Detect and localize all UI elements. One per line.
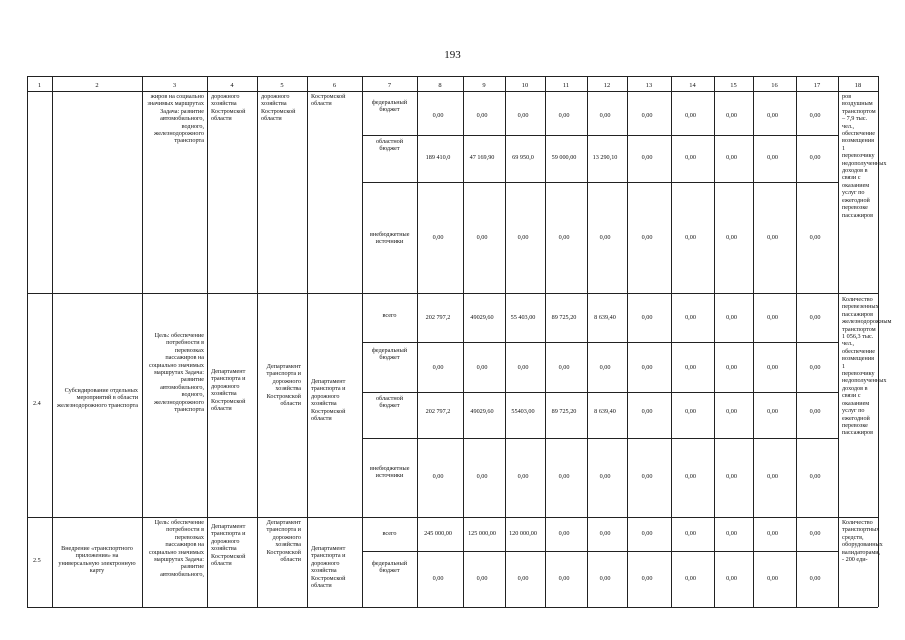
budget-value: 0,00 (432, 473, 444, 480)
budget-value: 0,00 (726, 575, 737, 582)
budget-value: 0,00 (432, 234, 444, 241)
coexecutor-text: дорожного хозяйства Костромской области (261, 93, 296, 123)
column-border (257, 76, 258, 607)
column-number: 1 (37, 82, 42, 89)
budget-value: 0,00 (599, 234, 611, 241)
column-border (307, 76, 308, 607)
row-border (27, 76, 878, 77)
row-number: 2.5 (33, 557, 41, 564)
budget-value: 0,00 (767, 408, 778, 415)
budget-value: 8 639,40 (594, 314, 616, 321)
budget-value: 8 639,40 (594, 408, 616, 415)
funding-source: федеральный бюджет (371, 560, 408, 575)
budget-value: 0,00 (726, 408, 737, 415)
budget-value: 0,00 (767, 314, 778, 321)
budget-value: 89 725,20 (551, 314, 577, 321)
budget-value: 0,00 (641, 112, 653, 119)
participant-text: Костромской области (311, 93, 346, 108)
goal-text: жиров на социально значимых маршрутах Задача: развитие автомобильного, водного, железнодорожного транспорта (147, 93, 204, 145)
column-number: 8 (438, 82, 442, 89)
budget-value: 0,00 (599, 473, 611, 480)
budget-value: 0,00 (726, 530, 737, 537)
budget-value: 0,00 (809, 234, 821, 241)
budget-value: 0,00 (558, 575, 570, 582)
budget-value: 202 797,2 (425, 314, 451, 321)
budget-value: 0,00 (767, 530, 778, 537)
budget-value: 0,00 (685, 575, 696, 582)
column-number: 16 (771, 82, 778, 89)
budget-value: 189 410,0 (425, 154, 451, 161)
column-border (838, 76, 839, 607)
budget-value: 0,00 (685, 473, 696, 480)
budget-value: 0,00 (809, 314, 821, 321)
row-border (27, 91, 878, 92)
budget-value: 125 000,00 (468, 530, 496, 537)
budget-value: 0,00 (432, 112, 444, 119)
budget-value: 0,00 (641, 575, 653, 582)
budget-value: 0,00 (809, 473, 821, 480)
row-border (362, 551, 838, 552)
measure-name: Внедрение «транспортного приложения» на универсальную электронную карту (58, 545, 136, 575)
budget-value: 0,00 (517, 473, 529, 480)
funding-source: всего (382, 530, 397, 537)
budget-value: 13 290,10 (592, 154, 618, 161)
goal-text: Цель: обеспечение потребности в перевозках пассажиров на социально значимых маршрутах Задача: развитие автомобильного, (149, 519, 204, 578)
budget-value: 0,00 (726, 314, 737, 321)
column-number: 15 (730, 82, 737, 89)
funding-source: областной бюджет (375, 395, 404, 410)
budget-value: 0,00 (476, 575, 488, 582)
budget-value: 0,00 (476, 234, 488, 241)
funding-source: внебюджетные источники (370, 231, 410, 246)
executor-text: Департамент транспорта и дорожного хозяйства Костромской области (211, 523, 246, 568)
row-border (362, 135, 838, 136)
coexecutor-text: Департамент транспорта и дорожного хозяйства Костромской области (266, 519, 301, 564)
budget-value: 0,00 (558, 530, 570, 537)
budget-value: 0,00 (476, 364, 488, 371)
column-number: 4 (230, 82, 234, 89)
row-border (362, 182, 838, 183)
budget-value: 0,00 (767, 575, 778, 582)
funding-source: всего (382, 312, 397, 319)
budget-value: 0,00 (685, 234, 696, 241)
budget-value: 0,00 (641, 473, 653, 480)
budget-value: 0,00 (558, 112, 570, 119)
funding-source: внебюджетные источники (370, 465, 410, 480)
budget-value: 0,00 (726, 364, 737, 371)
column-number: 6 (332, 82, 337, 89)
budget-value: 0,00 (558, 234, 570, 241)
indicator-text: Количество перевезенных пассажиров железнодорожным транспортом 1 056,3 тыс. чел., обеспечение возмещения 1 перевозчику недополученных доходов в связи с оказанием услуг по ежегодной перевозке пассажиров (842, 296, 892, 437)
executor-text: дорожного хозяйства Костромской области (211, 93, 246, 123)
column-number: 13 (645, 82, 653, 89)
indicator-text: Количество транспортных средств, оборудованных валидаторами, - 200 еди- (842, 519, 883, 564)
budget-value: 0,00 (432, 575, 444, 582)
funding-source: областной бюджет (375, 138, 404, 153)
budget-value: 0,00 (685, 408, 696, 415)
budget-value: 0,00 (599, 112, 611, 119)
budget-value: 0,00 (767, 473, 778, 480)
executor-text: Департамент транспорта и дорожного хозяйства Костромской области (211, 368, 246, 413)
budget-value: 0,00 (767, 234, 778, 241)
budget-value: 0,00 (517, 112, 529, 119)
measure-name: Субсидирование отдельных мероприятий в области железнодорожного транспорта (56, 387, 138, 409)
funding-source: федеральный бюджет (371, 347, 408, 362)
budget-value: 0,00 (809, 154, 821, 161)
budget-value: 0,00 (641, 154, 653, 161)
budget-value: 0,00 (809, 530, 821, 537)
budget-value: 59 000,00 (551, 154, 577, 161)
budget-value: 0,00 (726, 234, 737, 241)
budget-value: 0,00 (726, 154, 737, 161)
budget-value: 49029,60 (470, 314, 494, 321)
budget-value: 0,00 (809, 112, 821, 119)
budget-value: 49029,60 (470, 408, 494, 415)
budget-value: 0,00 (641, 234, 653, 241)
budget-value: 0,00 (476, 473, 488, 480)
budget-value: 0,00 (517, 234, 529, 241)
column-number: 9 (482, 82, 486, 89)
budget-value: 0,00 (641, 314, 653, 321)
row-border (27, 293, 878, 294)
budget-value: 0,00 (517, 364, 529, 371)
budget-value: 0,00 (767, 364, 778, 371)
column-number: 3 (172, 82, 177, 89)
row-border (362, 392, 838, 393)
column-border (52, 76, 53, 607)
row-number: 2.4 (33, 400, 41, 407)
funding-source: федеральный бюджет (371, 99, 408, 114)
budget-value: 0,00 (685, 112, 696, 119)
budget-value: 0,00 (641, 364, 653, 371)
column-border (142, 76, 143, 607)
budget-value: 0,00 (809, 364, 821, 371)
row-border (362, 342, 838, 343)
row-border (362, 438, 838, 439)
budget-value: 69 950,0 (512, 154, 534, 161)
column-number: 2 (95, 82, 99, 89)
budget-value: 0,00 (599, 530, 611, 537)
budget-value: 120 000,00 (509, 530, 537, 537)
budget-value: 0,00 (809, 575, 821, 582)
budget-value: 55403,00 (511, 408, 535, 415)
budget-value: 0,00 (809, 408, 821, 415)
participant-text: Департамент транспорта и дорожного хозяйства Костромской области (311, 545, 346, 590)
row-border (27, 517, 878, 518)
budget-value: 245 000,00 (424, 530, 452, 537)
budget-value: 55 403,00 (510, 314, 536, 321)
budget-value: 0,00 (726, 473, 737, 480)
column-number: 11 (562, 82, 570, 89)
budget-value: 0,00 (685, 314, 696, 321)
budget-value: 0,00 (599, 575, 611, 582)
indicator-text: ров воздушным транспортом – 7,9 тыс. чел., обеспечение возмещения 1 перевозчику недополученных доходов в связи с оказанием услуг по ежегодной перевозке пассажиров (842, 93, 887, 219)
page-number: 193 (444, 49, 461, 61)
column-number: 10 (521, 82, 529, 89)
budget-value: 0,00 (476, 112, 488, 119)
budget-value: 202 797,2 (425, 408, 451, 415)
participant-text: Департамент транспорта и дорожного хозяйства Костромской области (311, 378, 346, 423)
budget-value: 0,00 (767, 154, 778, 161)
column-number: 18 (854, 82, 862, 89)
budget-value: 0,00 (641, 530, 653, 537)
budget-value: 0,00 (641, 408, 653, 415)
budget-value: 0,00 (685, 530, 696, 537)
budget-value: 0,00 (599, 364, 611, 371)
budget-value: 0,00 (685, 154, 696, 161)
budget-value: 0,00 (726, 112, 737, 119)
column-border (27, 76, 28, 607)
budget-value: 0,00 (558, 364, 570, 371)
column-number: 5 (280, 82, 284, 89)
budget-value: 0,00 (432, 364, 444, 371)
budget-value: 47 169,90 (469, 154, 495, 161)
budget-value: 0,00 (685, 364, 696, 371)
column-number: 7 (387, 82, 392, 89)
column-number: 17 (813, 82, 821, 89)
budget-value: 0,00 (558, 473, 570, 480)
coexecutor-text: Департамент транспорта и дорожного хозяйства Костромской области (266, 363, 301, 408)
goal-text: Цель: обеспечение потребности в перевозках пассажиров на социально значимых маршрутах Задача: развитие автомобильного, водного, железнодорожного транспорта (149, 332, 204, 414)
column-border (207, 76, 208, 607)
column-number: 12 (603, 82, 611, 89)
budget-value: 0,00 (767, 112, 778, 119)
column-number: 14 (689, 82, 696, 89)
budget-value: 0,00 (517, 575, 529, 582)
row-border (27, 607, 878, 608)
budget-value: 89 725,20 (551, 408, 577, 415)
